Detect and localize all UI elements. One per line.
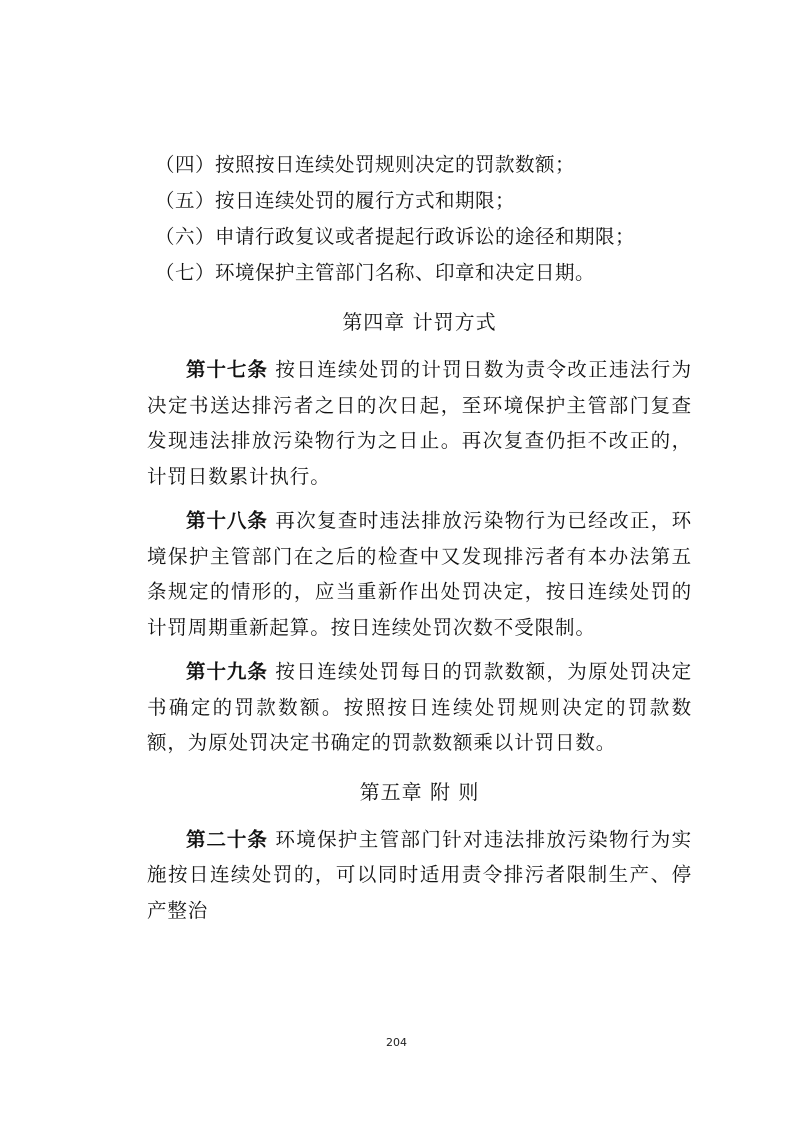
article-19: [108, 654, 692, 761]
article-18-body: 再次复查时违法排放污染物行为已经改正，环境保护主管部门在之后的检查中又发现排污者有本办法第五条规定的情形的，应当重新作出处罚决定，按日连续处罚的计罚周期重新起算。按日连续处罚次数不受限制。: [147, 509, 692, 639]
article-17: [108, 352, 692, 494]
article-20-title: 第二十条: [186, 827, 268, 851]
list-item-5: （五）按日连续处罚的履行方式和期限；: [155, 189, 516, 212]
chapter-4-heading: 第四章 计罚方式: [342, 310, 497, 334]
article-20-body: 环境保护主管部门针对违法排放污染物行为实施按日连续处罚的，可以同时适用责令排污者限制生产、停产整治: [147, 827, 692, 922]
article-17-body: 按日连续处罚的计罚日数为责令改正违法行为决定书送达排污者之日的次日起，至环境保护主管部门复查发现违法排放污染物行为之日止。再次复查仍拒不改正的，计罚日数累计执行。: [147, 358, 692, 488]
page-content: [147, 147, 692, 937]
list-item-4: （四）按照按日连续处罚规则决定的罚款数额；: [155, 153, 576, 176]
article-19-body: 按日连续处罚每日的罚款数额，为原处罚决定书确定的罚款数额。按照按日连续处罚规则决定的罚款数额，为原处罚决定书确定的罚款数额乘以计罚日数。: [147, 660, 692, 754]
article-18-title: 第十八条: [186, 509, 268, 532]
article-19-title: 第十九条: [186, 660, 268, 683]
chapter-5-heading: 第五章 附 则: [359, 779, 480, 804]
list-item-7: （七）环境保护主管部门名称、印章和决定日期。: [155, 261, 596, 284]
list-item-6: （六）申请行政复议或者提起行政诉讼的途径和期限；: [155, 225, 636, 248]
article-18: [108, 503, 692, 645]
page-number: 204: [386, 1036, 407, 1049]
article-17-title: 第十七条: [186, 358, 268, 381]
article-20: [108, 822, 692, 929]
